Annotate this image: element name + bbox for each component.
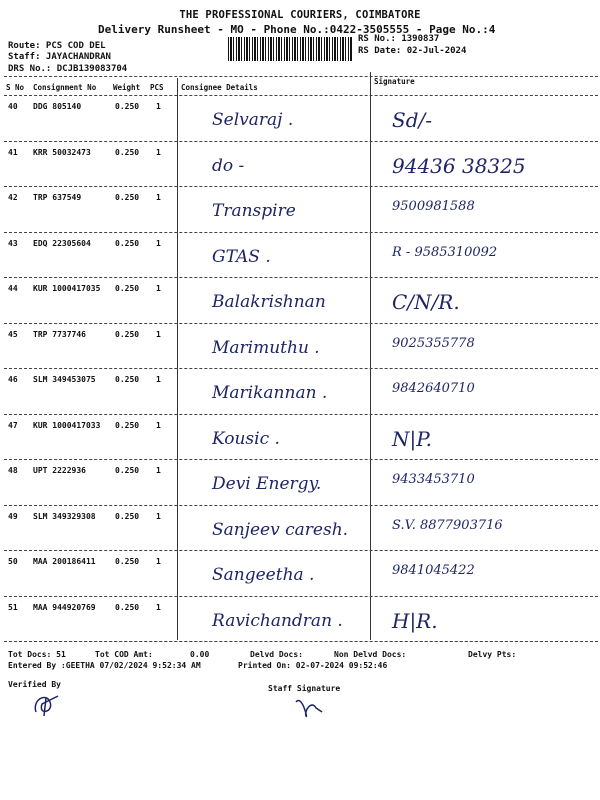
row-consignment-no: SLM 349453075 [33, 375, 96, 384]
row-weight: 0.250 [115, 147, 140, 157]
delivered-docs: Delvd Docs: [250, 650, 303, 659]
row-divider [4, 550, 598, 551]
row-pcs: 1 [156, 102, 161, 111]
row-consignee-handwriting: Balakrishnan [212, 292, 326, 312]
row-pcs: 1 [156, 375, 161, 384]
total-cod-label: Tot COD Amt: [95, 650, 153, 659]
row-divider [4, 505, 598, 506]
row-sno: 40 [8, 102, 18, 111]
row-weight: 0.250 [115, 284, 140, 293]
row-weight: 0.250 [115, 557, 140, 566]
entered-by: Entered By :GEETHA 07/02/2024 9:52:34 AM [8, 661, 201, 670]
row-weight: 0.250 [115, 102, 140, 111]
row-signature-handwriting: C/N/R. [392, 290, 460, 314]
staff-signature-label: Staff Signature [268, 684, 341, 693]
row-pcs: 1 [156, 329, 161, 339]
row-weight: 0.250 [115, 511, 140, 521]
signature-column-line [370, 72, 371, 640]
row-divider [4, 277, 598, 278]
row-consignee-handwriting: Sangeetha . [212, 565, 315, 585]
rs-number: RS No.: 1390837 [358, 34, 440, 44]
row-divider [4, 414, 598, 415]
row-consignee-handwriting: Transpire [212, 201, 296, 221]
row-signature-handwriting: 9500981588 [392, 199, 475, 214]
row-pcs: 1 [156, 238, 161, 248]
route-label: Route: PCS COD DEL [8, 41, 106, 51]
row-divider [4, 596, 598, 597]
row-weight: 0.250 [115, 375, 140, 384]
row-weight: 0.250 [115, 602, 140, 612]
barcode-image [228, 37, 352, 61]
row-sno: 45 [8, 329, 18, 339]
drs-number: DRS No.: DCJB139083704 [8, 64, 128, 74]
row-divider [4, 323, 598, 324]
runsheet-subtitle: Delivery Runsheet - MO - Phone No.:0422-3505555 - Page No.:4 [98, 23, 496, 36]
row-divider [4, 368, 598, 369]
row-sno: 47 [8, 420, 18, 430]
row-pcs: 1 [156, 511, 161, 521]
col-header-pcs: PCS [150, 83, 164, 92]
row-consignment-no: TRP 637549 [33, 193, 82, 202]
consignee-column-line [177, 78, 178, 640]
row-signature-handwriting: S.V. 8877903716 [392, 517, 503, 533]
row-sno: 43 [8, 238, 18, 248]
row-consignee-handwriting: do - [212, 155, 245, 176]
total-docs: Tot Docs: 51 [8, 650, 66, 659]
row-signature-handwriting: N|P. [392, 426, 432, 451]
row-pcs: 1 [156, 147, 161, 157]
row-weight: 0.250 [115, 329, 140, 339]
col-header-signature: Signature [374, 77, 415, 86]
row-consignment-no: MAA 944920769 [33, 602, 96, 612]
row-consignment-no: TRP 7737746 [33, 329, 86, 339]
row-pcs: 1 [156, 420, 161, 430]
non-delivered-docs: Non Delvd Docs: [334, 650, 407, 659]
staff-label: Staff: JAYACHANDRAN [8, 52, 111, 62]
row-signature-handwriting: 9433453710 [392, 472, 475, 487]
rs-date: RS Date: 02-Jul-2024 [358, 46, 467, 56]
row-weight: 0.250 [115, 466, 140, 475]
company-title: THE PROFESSIONAL COURIERS, COIMBATORE [179, 9, 421, 21]
row-consignment-no: KUR 1000417033 [33, 420, 101, 430]
row-divider [4, 232, 598, 233]
row-consignee-handwriting: Marikannan . [212, 383, 328, 403]
row-consignee-handwriting: Ravichandran . [212, 610, 343, 631]
row-pcs: 1 [156, 466, 161, 475]
row-consignee-handwriting: Devi Energy. [212, 474, 322, 494]
delivery-points: Delvy Pts: [468, 650, 517, 659]
col-header-weight: Weight [113, 83, 141, 92]
row-consignee-handwriting: Selvaraj . [212, 110, 294, 130]
row-sno: 48 [8, 466, 18, 475]
printed-on: Printed On: 02-07-2024 09:52:46 [238, 661, 388, 670]
row-sno: 42 [8, 193, 18, 202]
row-sno: 41 [8, 147, 18, 157]
table-top-rule [4, 76, 598, 77]
row-consignment-no: MAA 200186411 [33, 557, 96, 566]
row-weight: 0.250 [115, 238, 140, 248]
col-header-consignee: Consignee Details [181, 83, 258, 92]
row-signature-handwriting: H|R. [392, 608, 438, 633]
row-pcs: 1 [156, 284, 161, 293]
col-header-consignment: Consignment No [33, 83, 97, 92]
row-sno: 46 [8, 375, 18, 384]
table-bottom-rule [4, 641, 598, 642]
row-sno: 50 [8, 557, 18, 566]
row-consignment-no: UPT 2222936 [33, 466, 86, 475]
row-signature-handwriting: 9841045422 [392, 563, 475, 578]
row-consignee-handwriting: Kousic . [212, 428, 280, 449]
total-cod-amount: 0.00 [190, 650, 210, 659]
row-divider [4, 459, 598, 460]
table-header-rule [4, 95, 598, 96]
row-weight: 0.250 [115, 420, 140, 430]
row-pcs: 1 [156, 557, 161, 566]
row-consignment-no: KRR 50032473 [33, 147, 91, 157]
row-pcs: 1 [156, 602, 161, 612]
verified-by-label: Verified By [8, 680, 61, 689]
row-consignment-no: KUR 1000417035 [33, 284, 101, 293]
row-consignment-no: EDQ 22305604 [33, 238, 91, 248]
row-signature-handwriting: R - 9585310092 [392, 244, 498, 260]
row-signature-handwriting: 94436 38325 [392, 153, 526, 178]
row-signature-handwriting: 9842640710 [392, 381, 475, 396]
row-sno: 44 [8, 284, 18, 293]
verifier-signature-mark [28, 690, 68, 720]
row-consignee-handwriting: Marimuthu . [212, 337, 320, 358]
row-consignee-handwriting: Sanjeev caresh. [212, 519, 349, 540]
col-header-sno: S No [6, 83, 25, 92]
row-consignee-handwriting: GTAS . [212, 246, 271, 267]
row-consignment-no: SLM 349329308 [33, 511, 96, 521]
row-sno: 49 [8, 511, 18, 521]
row-signature-handwriting: Sd/- [392, 108, 432, 132]
row-sno: 51 [8, 602, 18, 612]
row-pcs: 1 [156, 193, 161, 202]
staff-signature-mark [292, 692, 332, 722]
row-divider [4, 141, 598, 142]
row-consignment-no: DDG 805140 [33, 102, 82, 111]
row-weight: 0.250 [115, 193, 140, 202]
row-signature-handwriting: 9025355778 [392, 335, 475, 351]
row-divider [4, 186, 598, 187]
